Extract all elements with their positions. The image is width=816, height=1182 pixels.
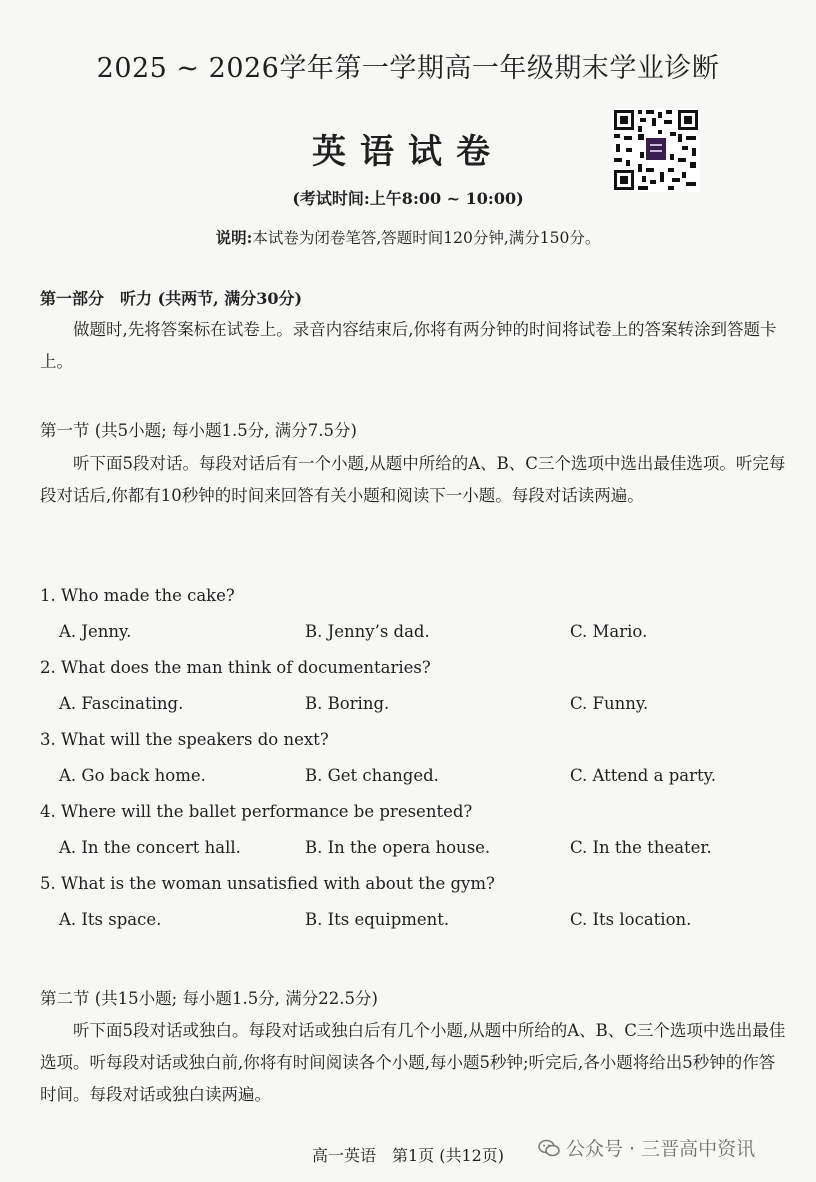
option-a: A. Its space.: [59, 910, 162, 929]
option-c: C. Mario.: [570, 622, 648, 641]
question-item: [40, 654, 800, 726]
option-c: C. Attend a party.: [570, 766, 716, 785]
option-a: A. Go back home.: [59, 766, 206, 785]
option-c: C. Funny.: [570, 694, 649, 713]
option-row: [40, 762, 800, 798]
option-b: B. In the opera house.: [305, 838, 491, 857]
option-b: B. Boring.: [305, 694, 390, 713]
section2-heading: 第二节 (共15小题; 每小题1.5分, 满分22.5分): [40, 989, 378, 1008]
section2-intro: 听下面5段对话或独白。每段对话或独白后有几个小题,从题中所给的A、B、C三个选项中选出最佳选项。听每段对话或独白前,你将有时间阅读各个小题,每小题5秒钟;听完后,各小题将给出5秒钟的作答时间。每段对话或独白读两遍。: [40, 1021, 786, 1104]
part1-intro: 做题时,先将答案标在试卷上。录音内容结束后,你将有两分钟的时间将试卷上的答案转涂到答题卡上。: [40, 320, 777, 371]
exam-title: 2025 ~ 2026学年第一学期高一年级期末学业诊断: [96, 53, 720, 84]
question-text: 2. What does the man think of documentaries?: [40, 658, 431, 677]
option-row: [40, 618, 800, 654]
exam-note: [0, 226, 816, 248]
option-row: [40, 834, 800, 870]
option-a: A. Jenny.: [59, 622, 132, 641]
note-text: 本试卷为闭卷笔答,答题时间120分钟,满分150分。: [252, 229, 601, 247]
option-a: A. In the concert hall.: [59, 838, 241, 857]
question-item: [40, 582, 800, 654]
exam-time: (考试时间:上午8:00 ~ 10:00): [292, 189, 524, 208]
note-label: 说明:: [215, 228, 253, 247]
option-c: C. In the theater.: [570, 838, 712, 857]
option-row: [40, 690, 800, 726]
question-list: [40, 582, 800, 942]
section1-intro: 听下面5段对话。每段对话后有一个小题,从题中所给的A、B、C三个选项中选出最佳选项。听完每段对话后,你都有10秒钟的时间来回答有关小题和阅读下一小题。每段对话读两遍。: [40, 454, 786, 505]
watermark: [538, 1134, 755, 1161]
option-b: B. Its equipment.: [305, 910, 450, 929]
option-c: C. Its location.: [570, 910, 692, 929]
question-item: [40, 726, 800, 798]
option-b: B. Get changed.: [305, 766, 439, 785]
option-a: A. Fascinating.: [59, 694, 184, 713]
option-b: B. Jenny’s dad.: [305, 622, 430, 641]
option-row: [40, 906, 800, 942]
question-text: 3. What will the speakers do next?: [40, 730, 329, 749]
question-item: [40, 798, 800, 870]
page-footer: 高一英语 第1页 (共12页): [311, 1146, 505, 1165]
question-text: 4. Where will the ballet performance be presented?: [40, 802, 473, 821]
question-text: 5. What is the woman unsatisfied with about the gym?: [40, 874, 495, 893]
qr-code-icon: [612, 108, 700, 192]
question-text: 1. Who made the cake?: [40, 586, 235, 605]
wechat-icon: [538, 1139, 560, 1157]
subject-title: 英语试卷: [312, 132, 504, 172]
part1-heading: 第一部分 听力 (共两节, 满分30分): [40, 289, 303, 308]
question-item: [40, 870, 800, 942]
watermark-text: 公众号 · 三晋高中资讯: [566, 1138, 756, 1160]
section1-heading: 第一节 (共5小题; 每小题1.5分, 满分7.5分): [40, 421, 357, 440]
